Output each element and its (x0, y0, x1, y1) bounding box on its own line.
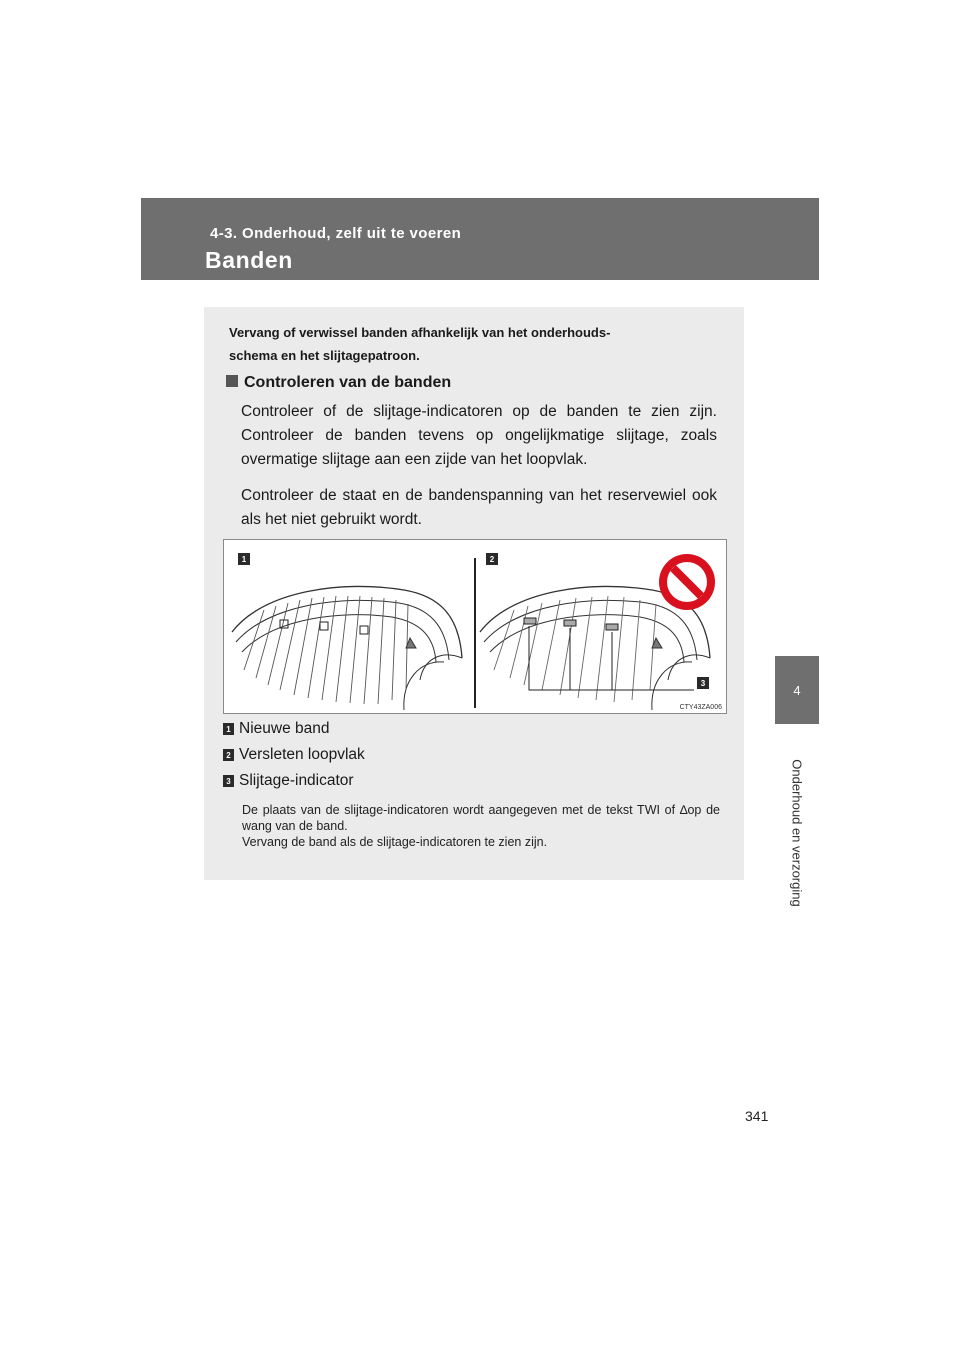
square-bullet-icon (226, 375, 238, 387)
legend-label: Slijtage-indicator (239, 772, 354, 789)
note-line-2: Vervang de band als de slijtage-indicatoren te zien zijn. (242, 835, 548, 849)
chapter-tab[interactable] (775, 656, 819, 724)
section-label: 4-3. Onderhoud, zelf uit te voeren (210, 225, 462, 242)
note-text (242, 802, 720, 850)
legend-item (223, 719, 329, 739)
tire-illustration (224, 540, 726, 713)
header-band (141, 198, 819, 280)
paragraph-2: Controleer de staat en de bandenspanning van het reservewiel ook als het niet gebruikt wordt. (241, 487, 717, 528)
figure-marker-2: 2 (486, 553, 498, 565)
chapter-label: Onderhoud en verzorging (789, 759, 805, 907)
legend-label: Nieuwe band (239, 720, 330, 737)
figure-code: CTY43ZA006 (679, 704, 722, 711)
no-entry-icon (659, 554, 715, 610)
legend-number-badge: 2 (223, 749, 234, 761)
tire-figure (223, 539, 727, 714)
page-title: Banden (205, 247, 293, 273)
intro-line-2: schema en het slijtagepatroon. (229, 348, 420, 363)
page-number: 341 (745, 1108, 769, 1124)
chapter-number: 4 (793, 682, 801, 698)
legend-number-badge: 1 (223, 723, 234, 735)
content-box (204, 307, 744, 880)
subheading-text: Controleren van de banden (244, 374, 452, 391)
intro-line-1: Vervang of verwissel banden afhankelijk van het onderhouds- (229, 325, 611, 340)
legend-number-badge: 3 (223, 775, 234, 787)
intro-text (229, 321, 717, 367)
legend-label: Versleten loopvlak (239, 746, 365, 763)
paragraph-1: Controleer of de slijtage-indicatoren op de banden te zien zijn. Controleer de banden tevens op ongelijkmatige slijtage, zoals overmatige slijtage aan een zijde van het loopvlak. (241, 403, 717, 468)
figure-marker-1: 1 (238, 553, 250, 565)
figure-marker-3: 3 (697, 677, 709, 689)
new-tire-drawing (232, 586, 462, 710)
legend-item (223, 771, 354, 791)
subheading (226, 374, 451, 392)
legend-item (223, 745, 365, 765)
note-line-1: De plaats van de slijtage-indicatoren wordt aangegeven met de tekst TWI of ∆op de wang van de band. (242, 803, 720, 833)
